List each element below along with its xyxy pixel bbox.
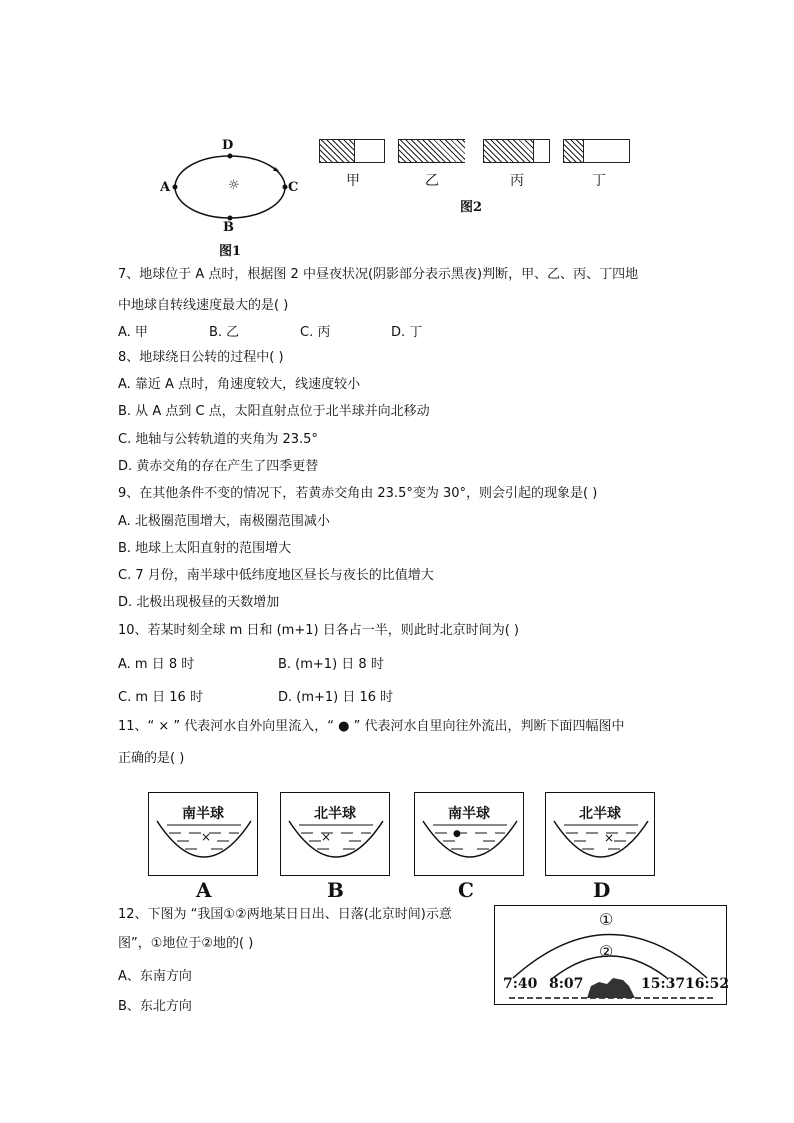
q11-caption-a: A [196, 878, 212, 902]
figure1-caption: 图1 [219, 244, 242, 259]
river-cross-section [546, 793, 656, 877]
q8-option-a[interactable]: A. 靠近 A 点时，角速度较大，线速度较小 [118, 377, 361, 392]
bar-yi [398, 139, 465, 163]
q10-option-b[interactable]: B. (m+1) 日 8 时 [278, 657, 384, 672]
bar-bing [483, 139, 550, 163]
orbit-point-a: A [160, 180, 171, 195]
q11-panel-c[interactable] [414, 792, 524, 876]
night-shade [564, 140, 584, 162]
panel-title: 南半球 [182, 806, 224, 822]
bar-label-jia: 甲 [346, 173, 360, 189]
river-cross-section [415, 793, 525, 877]
q11-stem-line2: 正确的是( ) [118, 751, 185, 766]
sun-icon: ☼ [228, 178, 240, 193]
time-label-1: 7:40 [503, 976, 538, 992]
q9-option-b[interactable]: B. 地球上太阳直射的范围增大 [118, 541, 292, 556]
orbit-point-b: B [223, 220, 234, 235]
q11-caption-d: D [593, 878, 611, 902]
time-label-2: 8:07 [549, 976, 584, 992]
q7-option-a[interactable]: A. 甲 [118, 325, 148, 340]
q11-caption-b: B [327, 878, 344, 902]
bar-ding [563, 139, 630, 163]
q9-option-c[interactable]: C. 7 月份，南半球中低纬度地区昼长与夜长的比值增大 [118, 568, 434, 583]
q11-panel-d[interactable] [545, 792, 655, 876]
q7-stem-line2: 中地球自转线速度最大的是( ) [118, 298, 289, 313]
q10-option-c[interactable]: C. m 日 16 时 [118, 690, 203, 705]
bar-label-yi: 乙 [425, 173, 439, 189]
q10-stem: 10、若某时刻全球 m 日和 (m+1) 日各占一半，则此时北京时间为( ) [118, 623, 519, 638]
bar-jia [319, 139, 385, 163]
q8-option-d[interactable]: D. 黄赤交角的存在产生了四季更替 [118, 459, 319, 474]
night-shade [320, 140, 355, 162]
panel-title: 北半球 [579, 806, 621, 822]
q8-option-b[interactable]: B. 从 A 点到 C 点，太阳直射点位于北半球并向北移动 [118, 404, 430, 419]
arc1-label: ① [599, 910, 614, 929]
orbit-point-d: D [222, 138, 234, 153]
bar-label-ding: 丁 [592, 173, 606, 189]
q9-option-a[interactable]: A. 北极圈范围增大，南极圈范围减小 [118, 514, 330, 529]
q7-option-b[interactable]: B. 乙 [209, 325, 240, 340]
time-label-4: 16:52 [685, 976, 730, 992]
q12-option-b[interactable]: B、东北方向 [118, 999, 192, 1014]
q10-option-a[interactable]: A. m 日 8 时 [118, 657, 195, 672]
panel-title: 北半球 [314, 806, 356, 822]
q7-option-c[interactable]: C. 丙 [300, 325, 331, 340]
flow-marker: × [201, 830, 212, 844]
arc2-label: ② [599, 942, 614, 961]
night-shade [484, 140, 534, 162]
flow-marker: ● [453, 829, 461, 839]
q7-option-d[interactable]: D. 丁 [391, 325, 423, 340]
river-cross-section [281, 793, 391, 877]
flow-marker: × [604, 831, 615, 845]
flow-marker: × [321, 830, 332, 844]
q10-option-d[interactable]: D. (m+1) 日 16 时 [278, 690, 394, 705]
q11-panel-a[interactable] [148, 792, 258, 876]
q12-stem-line2: 图”，①地位于②地的( ) [118, 936, 254, 951]
figure2-caption: 图2 [460, 200, 483, 215]
q11-caption-c: C [458, 878, 474, 902]
bar-label-bing: 丙 [510, 173, 524, 189]
q11-panel-b[interactable] [280, 792, 390, 876]
q12-stem-line1: 12、下图为 “我国①②两地某日日出、日落(北京时间)示意 [118, 907, 452, 922]
q7-stem-line1: 7、地球位于 A 点时，根据图 2 中昼夜状况(阴影部分表示黑夜)判断，甲、乙、丙、丁四地 [118, 267, 639, 282]
q9-option-d[interactable]: D. 北极出现极昼的天数增加 [118, 595, 280, 610]
q9-stem: 9、在其他条件不变的情况下，若黄赤交角由 23.5°变为 30°，则会引起的现象是( ) [118, 486, 598, 501]
q8-stem: 8、地球绕日公转的过程中( ) [118, 350, 284, 365]
night-shade [399, 140, 465, 162]
time-label-3: 15:37 [641, 976, 686, 992]
panel-title: 南半球 [448, 806, 490, 822]
q11-stem-line1: 11、“ × ” 代表河水自外向里流入，“ ● ” 代表河水自里向往外流出，判断下面四幅图中 [118, 719, 625, 734]
q8-option-c[interactable]: C. 地轴与公转轨道的夹角为 23.5° [118, 432, 318, 447]
orbit-point-c: C [288, 180, 299, 195]
q12-sunrise-figure [494, 905, 730, 1005]
q12-option-a[interactable]: A、东南方向 [118, 969, 192, 984]
